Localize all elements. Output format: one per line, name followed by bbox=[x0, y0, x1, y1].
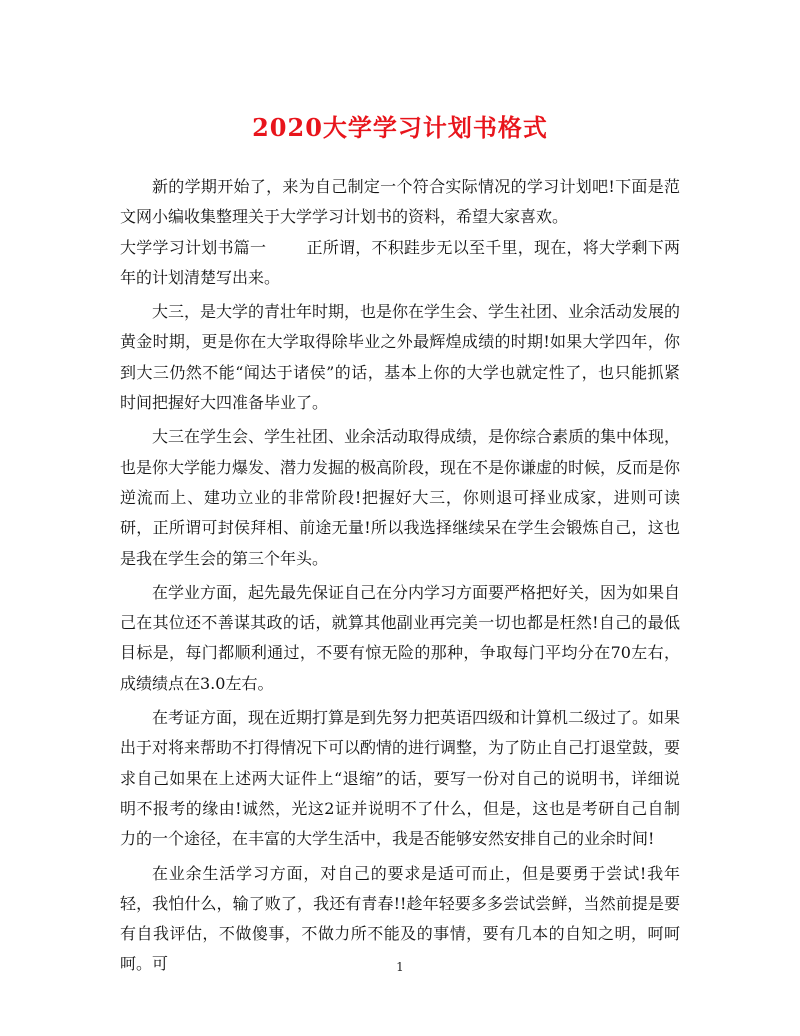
intro-paragraph: 新的学期开始了，来为自己制定一个符合实际情况的学习计划吧!下面是范文网小编收集整理关于大学学习计划书的资料，希望大家喜欢。 bbox=[120, 177, 680, 227]
body-paragraph: 在业余生活学习方面，对自己的要求是适可而止，但是要勇于尝试!我年轻，我怕什么，输了败了，我还有青春!!趁年轻要多多尝试尝鲜，当然前提是要有自我评估，不做傻事，不做力所不能及的事情，要有几本的自知之明，呵呵呵。可 bbox=[120, 863, 680, 974]
body-paragraph: 大三在学生会、学生社团、业余活动取得成绩，是你综合素质的集中体现，也是你大学能力爆发、潜力发掘的极高阶段，现在不是你谦虚的时候，反而是你逆流而上、建功立业的非常阶段!把握好大三，你则退可择业成家，进则可读研，正所谓可封侯拜相、前途无量!所以我选择继续呆在学生会锻炼自己，这也是我在学生会的第三个年头。 bbox=[120, 427, 681, 568]
page-number: 1 bbox=[396, 960, 404, 974]
body-paragraph: 在学业方面，起先最先保证自己在分内学习方面要严格把好关，因为如果自己在其位还不善谋其政的话，就算其他副业再完美一切也都是枉然!自己的最低目标是，每门都顺利通过，不要有惊无险的那种，争取每门平均分在70左右，成绩绩点在3.0左右。 bbox=[120, 582, 681, 693]
document-title: 2020大学学习计划书格式 bbox=[252, 113, 548, 142]
body-paragraph: 大三，是大学的青壮年时期，也是你在学生会、学生社团、业余活动发展的黄金时期，更是你在大学取得除毕业之外最辉煌成绩的时期!如果大学四年，你到大三仍然不能“闻达于诸侯”的话，基本上你的大学也就定性了，也只能抓紧时间把握好大四准备毕业了。 bbox=[120, 302, 681, 413]
section-heading-paragraph bbox=[120, 233, 680, 294]
section-label: 大学学习计划书篇一 bbox=[120, 237, 267, 257]
body-paragraph: 在考证方面，现在近期打算是到先努力把英语四级和计算机二级过了。如果出于对将来帮助不打得情况下可以酌情的进行调整，为了防止自己打退堂鼓，要求自己如果在上述两大证件上“退缩”的话，要写一份对自己的说明书，详细说明不报考的缘由!诚然，光这2证并说明不了什么，但是，这也是考研自己自制力的一个途径，在丰富的大学生活中，我是否能够安然安排自己的业余时间! bbox=[120, 708, 681, 849]
document-body bbox=[120, 172, 680, 980]
section-first-line: 正所谓，不积跬步无以至千里，现在，将大学剩下两年的计划清楚写出来。 bbox=[120, 237, 680, 287]
